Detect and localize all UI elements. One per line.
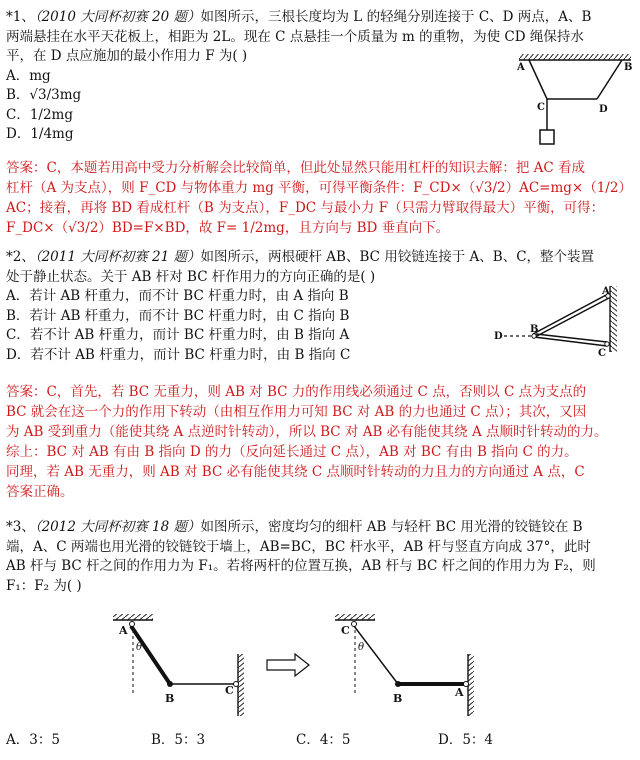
- question-3-text-1: 如图所示，密度均匀的细杆 AB 与轻杆 BC 用光滑的铰链铰在 B: [200, 519, 583, 535]
- label-a-right: A: [455, 686, 464, 699]
- question-3-option-d: D．5：4: [438, 732, 494, 748]
- question-3-number: *3、: [6, 519, 35, 535]
- label-a: A: [602, 286, 610, 297]
- question-1-option-c: C．1/2mg: [6, 106, 73, 123]
- answer-1-line-3: AC；接着，再将 BD 看成杠杆（B 为支点），F_DC 与最小力 F（只需力臂取得最大）平衡，可得：: [6, 200, 605, 216]
- label-c-right: C: [341, 624, 350, 637]
- question-1-number: *1、: [6, 9, 35, 25]
- label-d: D: [599, 104, 608, 115]
- wall: [610, 286, 617, 352]
- question-1-text-1: 如图所示，三根长度均为 L 的轻绳分别连接于 C、D 两点，A、B: [200, 9, 592, 25]
- answer-1: [6, 158, 634, 238]
- rope-db: [597, 60, 622, 99]
- question-2-text-1: 如图所示，两根硬杆 AB、BC 用铰链连接于 A、B、C，整个装置: [200, 249, 595, 265]
- label-c: C: [598, 348, 606, 358]
- question-2-figure: [492, 282, 622, 358]
- label-c-left: C: [225, 684, 234, 697]
- question-1-line-1: [6, 8, 631, 28]
- top-wall-right: [335, 614, 375, 620]
- hinge-c-right: [352, 622, 357, 627]
- label-a-left: A: [119, 624, 128, 637]
- hinge-c-left: [234, 682, 239, 687]
- label-c: C: [537, 102, 545, 113]
- label-b: B: [624, 62, 633, 73]
- question-3: [6, 518, 631, 596]
- question-2-number: *2、: [6, 249, 35, 265]
- rod-cb-right: [354, 626, 398, 684]
- top-wall-left: [113, 614, 153, 620]
- question-3-figures: [95, 612, 545, 722]
- answer-1-line-4: F_DC×（√3/2）BD=F×BD，故 F= 1/2mg，且方向与 BD 垂直向下。: [6, 220, 450, 236]
- rope-ac: [529, 60, 547, 99]
- question-2-line-1: [6, 248, 631, 268]
- side-wall-left: [238, 654, 244, 716]
- hinge-a-right: [464, 682, 469, 687]
- question-2-option-b: B．若计 AB 杆重力，而不计 BC 杆重力时，由 C 指向 B: [6, 307, 350, 324]
- question-3-line-3: AB 杆与 BC 杆之间的作用力为 F₁。若将两杆的位置互换，AB 杆与 BC 杆之间的作用力为 F₂，则: [6, 558, 596, 574]
- question-3-option-b: B．5：3: [151, 732, 206, 748]
- hinge-c: [605, 342, 609, 346]
- label-b: B: [530, 324, 539, 335]
- answer-1-line-2: 杠杆（A 为支点），则 F_CD 与物体重力 mg 平衡，可得平衡条件：F_CD×（√3/2）AC=mg×（1/2）: [6, 180, 632, 196]
- ceiling: [519, 54, 631, 60]
- rod-ab-2: [535, 298, 609, 337]
- question-1-figure: [505, 52, 635, 152]
- question-1-line-2: 两端悬挂在水平天花板上，相距为 2L。现在 C 点悬挂一个质量为 m 的重物，为使 CD 绳保持水: [6, 28, 584, 45]
- label-d: D: [494, 331, 503, 342]
- label-theta-right: θ: [358, 642, 365, 653]
- figure-right: [335, 614, 474, 716]
- rod-ab-1: [533, 294, 608, 334]
- hinge-b-left: [167, 681, 173, 687]
- question-3-option-c: C．4：5: [296, 732, 351, 748]
- weight-box: [540, 130, 554, 144]
- answer-2-line-1: 答案：C，首先，若 BC 无重力，则 AB 对 BC 力的作用线必须通过 C 点，否则以 C 点为支点的: [6, 384, 587, 400]
- question-2-option-a: A．若计 AB 杆重力，而不计 BC 杆重力时，由 A 指向 B: [6, 288, 349, 304]
- hinge-b-right: [395, 681, 401, 687]
- answer-2-line-5: 同理，若 AB 无重力，则 AB 对 BC 必有能使其绕 C 点顺时针转动的力且力的方向通过 A 点，C: [6, 464, 585, 480]
- question-1-line-3: 平，在 D 点应施加的最小作用力 F 为( ): [6, 48, 248, 64]
- question-2-line-2: 处于静止状态。关于 AB 杆对 BC 杆作用力的方向正确的是( ): [6, 268, 376, 285]
- question-1-source: （2010 大同杯初赛 20 题）: [34, 9, 201, 25]
- question-2-source: （2011 大同杯初赛 21 题）: [34, 249, 201, 265]
- answer-1-line-1: 答案：C，本题若用高中受力分析解会比较简单，但此处显然只能用杠杆的知识去解：把 AC 看成: [6, 160, 585, 176]
- label-a: A: [517, 62, 525, 73]
- hinge-a-left: [130, 622, 135, 627]
- answer-2-line-3: 为 AB 受到重力（能使其绕 A 点逆时针转动），所以 BC 对 AB 必有能使其绕 A 点顺时针转动的力。: [6, 424, 608, 440]
- side-wall-right: [468, 654, 474, 716]
- question-3-source: （2012 大同杯初赛 18 题）: [34, 519, 201, 535]
- question-3-option-a: A．3：5: [6, 732, 60, 748]
- question-1-option-d: D．1/4mg: [6, 126, 74, 142]
- arrow-icon: [267, 654, 309, 676]
- rod-ab-left: [131, 626, 170, 684]
- question-2-option-c: C．若不计 AB 杆重力，而计 BC 杆重力时，由 B 指向 A: [6, 327, 350, 343]
- answer-2-line-6: 答案正确。: [6, 484, 74, 500]
- answer-2: [6, 382, 634, 502]
- question-3-line-4: F₁：F₂ 为( ): [6, 577, 82, 594]
- figure-left: [113, 614, 244, 716]
- label-b-left: B: [165, 692, 175, 705]
- question-3-line-1: [6, 518, 631, 538]
- answer-2-line-4: 综上：BC 对 AB 有由 B 指向 D 的力（反向延长通过 C 点），AB 对 BC 有由 B 指向 C 的力。: [6, 444, 578, 460]
- label-theta-left: θ: [136, 642, 143, 653]
- question-3-line-2: 端，A、C 两端也用光滑的铰链铰于墙上，AB=BC，BC 杆水平，AB 杆与竖直方向成 37°，此时: [6, 538, 591, 555]
- question-1-option-b: B．√3/3mg: [6, 87, 82, 103]
- question-2-option-d: D．若不计 AB 杆重力，而计 BC 杆重力时，由 B 指向 C: [6, 346, 351, 363]
- answer-2-line-2: BC 就会在这一个力的作用下转动（由相互作用力可知 BC 对 AB 的力也通过 C 点）；其次，又因: [6, 404, 587, 420]
- label-b-right: B: [393, 692, 403, 705]
- question-1-option-a: A．mg: [6, 67, 51, 84]
